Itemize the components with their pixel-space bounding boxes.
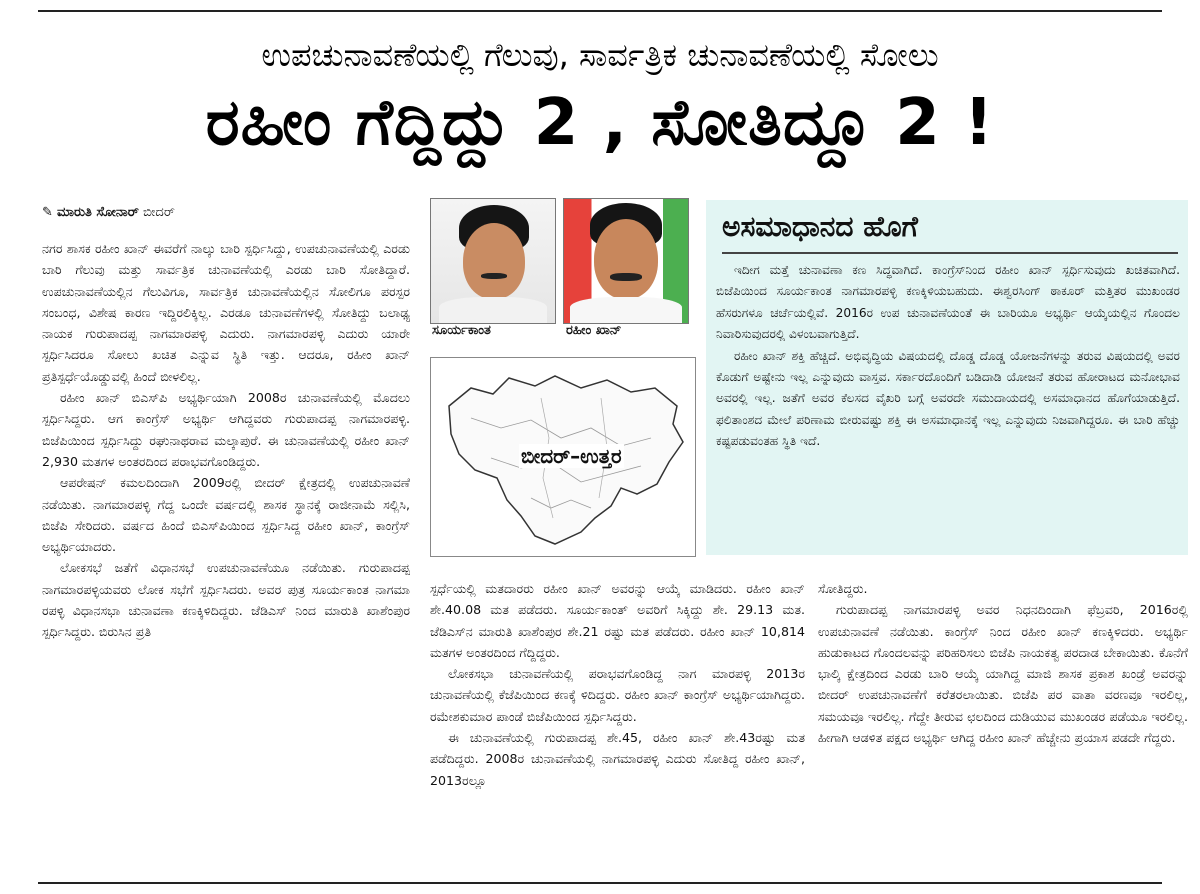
paragraph: ರಹೀಂ ಖಾನ್ ಬಿಎಸ್‌ಪಿ ಅಭ್ಯರ್ಥಿಯಾಗಿ 2008ರ ಚುನಾವಣೆಯಲ್ಲಿ ಮೊದಲು ಸ್ಪರ್ಧಿಸಿದ್ದರು. ಆಗ ಕಾಂಗ್ರೆಸ್ ಅಭ್ಯರ್ಥಿ ಆಗಿದ್ದವರು ಗುರುಪಾದಪ್ಪ ನಾಗಮಾರಪಳ್ಳಿ. ಬಿಜೆಪಿಯಿಂದ ಸ್ಪರ್ಧಿಸಿದ್ದು ರಘುನಾಥರಾವ ಮಲ್ಕಾಪುರೆ. ಈ ಚುನಾವಣೆಯಲ್ಲಿ ರಹೀಂ ಖಾನ್ 2,930 ಮತಗಳ ಅಂತರದಿಂದ ಪರಾಭವಗೊಂಡಿದ್ದರು.: [42, 390, 410, 469]
paragraph: ಲೋಕಸಭೆ ಜತೆಗೆ ವಿಧಾನಸಭೆ ಉಪಚುನಾವಣೆಯೂ ನಡೆಯಿತು. ಗುರುಪಾದಪ್ಪ ನಾಗಮಾರಪಳ್ಳಿಯವರು ಲೋಕ ಸಭೆಗೆ ಸ್ಪರ್ಧಿಸಿದರು. ಅವರ ಪುತ್ರ ಸೂರ್ಯಕಾಂತ ನಾಗಮಾ ರಪಳ್ಳಿ ವಿಧಾನಸಭಾ ಚುನಾವಣಾ ಕಣಕ್ಕಿಳಿದಿದ್ದರು. ಜೆಡಿಎಸ್ ನಿಂದ ಮಾರುತಿ ಖಾಶೆಂಪುರ ಸ್ಪರ್ಧಿಸಿದ್ದರು. ಬಿರುಸಿನ ಪ್ರತಿ: [42, 560, 410, 640]
paragraph: ಲೋಕಸಭಾ ಚುನಾವಣೆಯಲ್ಲಿ ಪರಾಭವಗೊಂಡಿದ್ದ ನಾಗ ಮಾರಪಳ್ಳಿ 2013ರ ಚುನಾವಣೆಯಲ್ಲಿ ಕೆಜೆಪಿಯಿಂದ ಕಣಕ್ಕೆ ಳಿದಿದ್ದರು. ರಹೀಂ ಖಾನ್ ಕಾಂಗ್ರೆಸ್ ಅಭ್ಯರ್ಥಿಯಾಗಿದ್ದರು. ರಮೇಶಕುಮಾರ ಪಾಂಡೆ ಬಿಜೆಪಿಯಿಂದ ಸ್ಪರ್ಧಿಸಿದ್ದರು.: [430, 666, 805, 724]
sidebar-box: [706, 200, 1188, 555]
paragraph: ಸ್ಪರ್ಧೆಯಲ್ಲಿ ಮತದಾರರು ರಹೀಂ ಖಾನ್ ಅವರನ್ನು ಆಯ್ಕೆ ಮಾಡಿದರು. ರಹೀಂ ಖಾನ್ ಶೇ.40.08 ಮತ ಪಡೆದರು. ಸೂರ್ಯಕಾಂತ್ ಅವರಿಗೆ ಸಿಕ್ಕಿದ್ದು ಶೇ. 29.13 ಮತ. ಜೆಡಿಎಸ್‌ನ ಮಾರುತಿ ಖಾಶೆಂಪುರ ಶೇ.21 ರಷ್ಟು ಮತ ಪಡೆದರು. ರಹೀಂ ಖಾನ್ 10,814 ಮತಗಳ ಅಂತರದಿಂದ ಗೆದ್ದಿದ್ದರು.: [430, 581, 805, 660]
sidebar-title: ಅಸಮಾಧಾನದ ಹೊಗೆ: [722, 210, 918, 243]
mustache: [481, 273, 507, 279]
face: [463, 223, 525, 299]
kicker: ಉಪಚುನಾವಣೆಯಲ್ಲಿ ಗೆಲುವು, ಸಾರ್ವತ್ರಿಕ ಚುನಾವಣೆಯಲ್ಲಿ ಸೋಲು: [261, 36, 939, 74]
pen-icon: ✎: [42, 205, 53, 220]
mustache: [610, 273, 642, 281]
sidebar-rule: [722, 252, 1178, 254]
paragraph: ಆಪರೇಷನ್ ಕಮಲದಿಂದಾಗಿ 2009ರಲ್ಲಿ ಬೀದರ್ ಕ್ಷೇತ್ರದಲ್ಲಿ ಉಪಚುನಾವಣೆ ನಡೆಯಿತು. ನಾಗಮಾರಪಳ್ಳಿ ಗೆದ್ದ ಒಂದೇ ವರ್ಷದಲ್ಲಿ ಶಾಸಕ ಸ್ಥಾನಕ್ಕೆ ರಾಜೀನಾಮೆ ಸಲ್ಲಿಸಿ, ಬಿಜೆಪಿ ಸೇರಿದರು. ವರ್ಷದ ಹಿಂದೆ ಬಿಎಸ್‌ಪಿಯಿಂದ ಸ್ಪರ್ಧಿಸಿದ್ದ ರಹೀಂ ಖಾನ್, ಕಾಂಗ್ರೆಸ್ ಅಭ್ಯರ್ಥಿಯಾದರು.: [42, 475, 410, 555]
constituency-map: [430, 357, 696, 557]
top-rule: [38, 10, 1162, 12]
byline: [42, 205, 175, 220]
shirt: [570, 297, 682, 323]
shirt: [439, 297, 547, 323]
byline-author: ಮಾರುತಿ ಸೋನಾರ್: [57, 205, 139, 220]
headline: ರಹೀಂ ಗೆದ್ದಿದ್ದು 2 , ಸೋತಿದ್ದೂ 2 !: [205, 86, 995, 160]
photo-rahim-khan: [563, 198, 689, 324]
photo-suryakanth: [430, 198, 556, 324]
photo2-caption: ರಹೀಂ ಖಾನ್: [566, 323, 622, 338]
article-column-2: [430, 578, 805, 878]
sidebar-paragraph: ರಹೀಂ ಖಾನ್ ಶಕ್ತಿ ಹೆಚ್ಚಿದೆ. ಅಭಿವೃದ್ಧಿಯ ವಿಷಯದಲ್ಲಿ ದೊಡ್ಡ ದೊಡ್ಡ ಯೋಜನೆಗಳನ್ನು ತರುವ ವಿಷಯದಲ್ಲಿ ಅವರ ಕೊಡುಗೆ ಅಷ್ಟೇನು ಇಲ್ಲ ಎನ್ನುವುದು ವಾಸ್ತವ. ಸರ್ಕಾರದೊಂದಿಗೆ ಬಡಿದಾಡಿ ಯೋಜನೆ ತರುವ ಹೋರಾಟದ ಮನೋಭಾವ ಅವರಲ್ಲಿ ಇಲ್ಲ. ಜತೆಗೆ ಅವರ ಕೆಲಸದ ವೈಖರಿ ಬಗ್ಗೆ ಅವರದೇ ಸಮುದಾಯದಲ್ಲಿ ಅಸಮಾಧಾನದ ಹೊಗೆಯಾಡುತ್ತಿದೆ. ಫಲಿತಾಂಶದ ಮೇಲೆ ಪರಿಣಾಮ ಬೀರುವಷ್ಟು ಶಕ್ತಿ ಈ ಅಸಮಾಧಾನಕ್ಕೆ ಇಲ್ಲ ಎನ್ನುವುದು ನಿಜವಾಗಿದ್ದರೂ. ಈ ಬಾರಿ ಹೆಚ್ಚು ಕಷ್ಟಪಡುವಂತಹ ಸ್ಥಿತಿ ಇದೆ.: [716, 348, 1180, 449]
paragraph: ನಗರ ಶಾಸಕ ರಹೀಂ ಖಾನ್ ಈವರೆಗೆ ನಾಲ್ಕು ಬಾರಿ ಸ್ಪರ್ಧಿಸಿದ್ದು, ಉಪಚುನಾವಣೆಯಲ್ಲಿ ಎರಡು ಬಾರಿ ಗೆಲುವು ಮತ್ತು ಸಾರ್ವತ್ರಿಕ ಚುನಾವಣೆಯಲ್ಲಿ ಎರಡು ಬಾರಿ ಸೋತಿದ್ದಾರೆ. ಉಪಚುನಾವಣೆಯಲ್ಲಿನ ಗೆಲುವಿಗೂ, ಸಾರ್ವತ್ರಿಕ ಚುನಾವಣೆಯಲ್ಲಿನ ಸೋಲಿಗೂ ಪರಸ್ಪರ ಸಂಬಂಧ, ವಿಶೇಷ ಕಾರಣ ಇದ್ದಿರಲಿಕ್ಕಿಲ್ಲ. ಎರಡೂ ಚುನಾವಣೆಗಳಲ್ಲಿ ಸೋತಿದ್ದು ಬಲಾಢ್ಯ ನಾಯಕ ಗುರುಪಾದಪ್ಪ ನಾಗಮಾರಪಳ್ಳಿ ಎದುರು. ನಾಗಮಾರಪಳ್ಳಿ ಎದುರು ಯಾರೇ ಸ್ಪರ್ಧಿಸಿದರೂ ಸೋಲು ಖಚಿತ ಎನ್ನುವ ಸ್ಥಿತಿ ಇತ್ತು. ಆದರೂ, ರಹೀಂ ಖಾನ್ ಪ್ರತಿಸ್ಪರ್ಧೆಯೊಡ್ಡುವಲ್ಲಿ ಹಿಂದೆ ಬೀಳಲಿಲ್ಲ.: [42, 241, 410, 384]
article-column-3: [818, 578, 1188, 878]
paragraph: ಸೋತಿದ್ದರು.: [818, 581, 868, 596]
article-column-1: [42, 238, 410, 874]
paragraph: ಈ ಚುನಾವಣೆಯಲ್ಲಿ ಗುರುಪಾದಪ್ಪ ಶೇ.45, ರಹೀಂ ಖಾನ್ ಶೇ.43ರಷ್ಟು ಮತ ಪಡೆದಿದ್ದರು. 2008ರ ಚುನಾವಣೆಯಲ್ಲಿ ನಾಗಮಾರಪಳ್ಳಿ ಎದುರು ಸೋತಿದ್ದ ರಹೀಂ ಖಾನ್, 2013ರಲ್ಲೂ: [430, 730, 805, 788]
bottom-rule: [38, 882, 1162, 884]
map-label: ಬೀದರ್–ಉತ್ತರ: [521, 444, 622, 468]
sidebar-paragraph: ಇದೀಗ ಮತ್ತೆ ಚುನಾವಣಾ ಕಣ ಸಿದ್ಧವಾಗಿದೆ. ಕಾಂಗ್ರೆಸ್‌ನಿಂದ ರಹೀಂ ಖಾನ್ ಸ್ಪರ್ಧಿಸುವುದು ಖಚಿತವಾಗಿದೆ. ಬಿಜೆಪಿಯಿಂದ ಸೂರ್ಯಕಾಂತ ನಾಗಮಾರಪಳ್ಳಿ ಕಣಕ್ಕಿಳಿಯಬಹುದು. ಈಶ್ವರಸಿಂಗ್ ಠಾಕೂರ್ ಮತ್ತಿತರ ಮುಖಂಡರ ಹೆಸರುಗಳೂ ಚರ್ಚೆಯಲ್ಲಿವೆ. 2016ರ ಉಪ ಚುನಾವಣೆಯಂತೆ ಈ ಬಾರಿಯೂ ಅಭ್ಯರ್ಥಿ ಆಯ್ಕೆಯಲ್ಲಿನ ಗೊಂದಲ ನಿವಾರಿಸುವುದರಲ್ಲಿ ವಿಳಂಬವಾಗುತ್ತಿದೆ.: [716, 263, 1180, 342]
face: [594, 219, 658, 299]
sidebar-text: [716, 260, 1180, 550]
photo1-caption: ಸೂರ್ಯಕಾಂತ: [432, 323, 491, 338]
byline-place: ಬೀದರ್: [142, 205, 175, 220]
paragraph: ಗುರುಪಾದಪ್ಪ ನಾಗಮಾರಪಳ್ಳಿ ಅವರ ನಿಧನದಿಂದಾಗಿ ಫೆಬ್ರವರಿ, 2016ರಲ್ಲಿ ಉಪಚುನಾವಣೆ ನಡೆಯಿತು. ಕಾಂಗ್ರೆಸ್ ನಿಂದ ರಹೀಂ ಖಾನ್ ಕಣಕ್ಕಿಳಿದರು. ಅಭ್ಯರ್ಥಿ ಹುಡುಕಾಟದ ಗೊಂದಲವನ್ನು ಪರಿಹರಿಸಲು ಬಿಜೆಪಿ ನಾಯಕತ್ವ ಪರದಾಡ ಬೇಕಾಯಿತು. ಕೊನೆಗೆ ಭಾಲ್ಕಿ ಕ್ಷೇತ್ರದಿಂದ ಎರಡು ಬಾರಿ ಆಯ್ಕೆ ಯಾಗಿದ್ದ ಮಾಜಿ ಶಾಸಕ ಪ್ರಕಾಶ ಖಂಡ್ರೆ ಅವರನ್ನು ಬೀದರ್ ಉಪಚುನಾವಣೆಗೆ ಕರೆತರಲಾಯಿತು. ಬಿಜೆಪಿ ಪರ ವಾತಾ ವರಣವೂ ಇರಲಿಲ್ಲ, ಸಮಯವೂ ಇರಲಿಲ್ಲ. ಗೆದ್ದೇ ತೀರುವ ಛಲದಿಂದ ದುಡಿಯುವ ಮುಖಂಡರ ಪಡೆಯೂ ಇರಲಿಲ್ಲ. ಹೀಗಾಗಿ ಆಡಳಿತ ಪಕ್ಷದ ಅಭ್ಯರ್ಥಿ ಆಗಿದ್ದ ರಹೀಂ ಖಾನ್ ಹೆಚ್ಚೇನು ಪ್ರಯಾಸ ಪಡದೇ ಗೆದ್ದರು.: [818, 602, 1188, 746]
